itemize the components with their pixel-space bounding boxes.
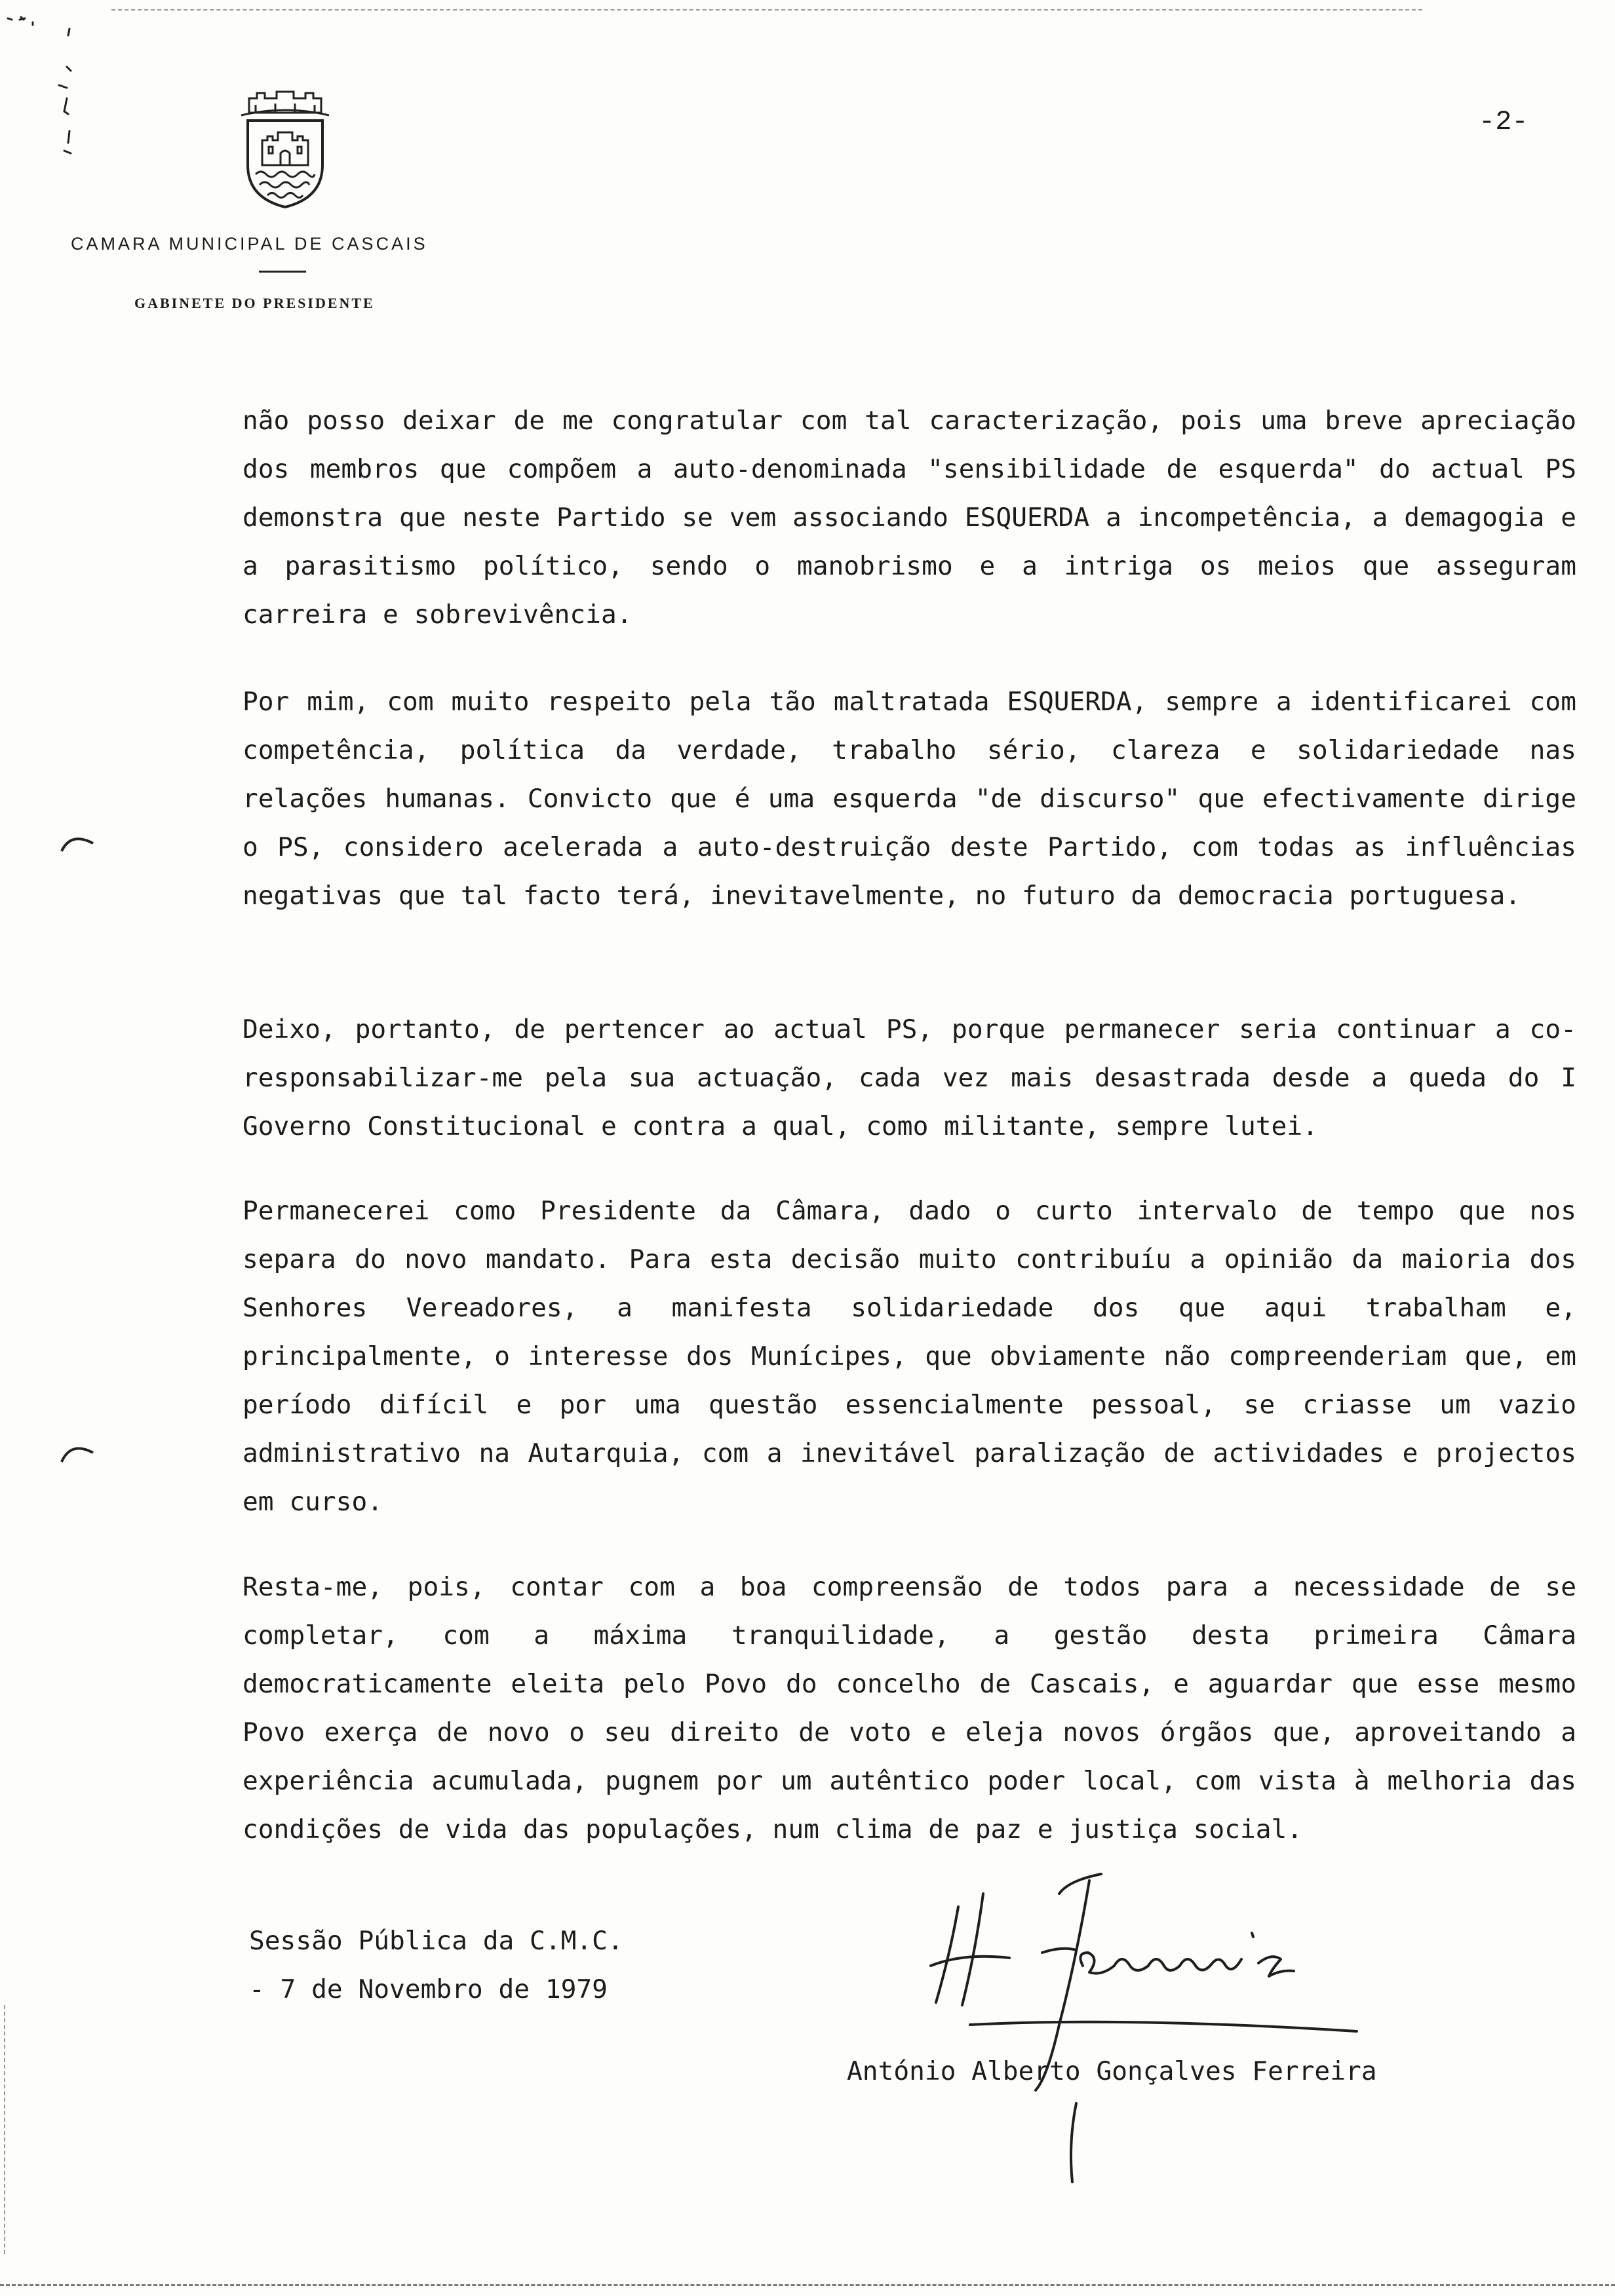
body-paragraph: Por mim, com muito respeito pela tão maltratada ESQUERDA, sempre a identificarei com competência, política da verdade, trabalho sério, clareza e solidariedade nas relações humanas. Convicto que é uma esquerda "de discurso" que efectivamente dirige o PS, considero acelerada a auto-destruição deste Partido, com todas as influências negativas que tal facto terá, inevitavelmente, no futuro da democracia portuguesa. (243, 687, 1576, 911)
body-paragraph: não posso deixar de me congratular com tal caracterização, pois uma breve apreciação dos membros que compõem a auto-denominada "sensibilidade de esquerda" do actual PS demonstra que neste Partido se vem associando ESQUERDA a incompetência, a demagogia e a parasitismo político, sendo o manobrismo e a intriga os meios que asseguram carreira e sobrevivência. (243, 406, 1576, 630)
margin-bracket-mark (59, 829, 98, 855)
session-date: - 7 de Novembro de 1979 (249, 1974, 608, 2004)
organization-name: CAMARA MUNICIPAL DE CASCAIS (71, 234, 428, 254)
session-block (249, 1917, 623, 2014)
handwritten-signature (905, 1854, 1376, 2195)
signatory-name: António Alberto Gonçalves Ferreira (847, 2056, 1377, 2086)
scan-bottom-edge (0, 2284, 1615, 2286)
body-paragraph: Resta-me, pois, contar com a boa compreensão de todos para a necessidade de se completar, com a máxima tranquilidade, a gestão desta primeira Câmara democraticamente eleita pelo Povo do concelho de Cascais, e aguardar que esse mesmo Povo exerça de novo o seu direito de voto e eleja novos órgãos que, aproveitando a experiência acumulada, pugnem por um autêntico poder local, com vista à melhoria das condições de vida das populações, num clima de paz e justiça social. (243, 1572, 1576, 1845)
body-paragraph: Permanecerei como Presidente da Câmara, dado o curto intervalo de tempo que nos separa do novo mandato. Para esta decisão muito contribuíu a opinião da maioria dos Senhores Vereadores, a manifesta solidariedade dos que aqui trabalham e, principalmente, o interesse dos Munícipes, que obviamente não compreenderiam que, em período difícil e por uma questão essencialmente pessoal, se criasse um vazio administrativo na Autarquia, com a inevitável paralização de actividades e projectos em curso. (243, 1196, 1576, 1517)
scan-top-edge (111, 9, 1422, 10)
scan-left-edge (4, 2005, 5, 2254)
office-name: GABINETE DO PRESIDENTE (134, 295, 375, 311)
scan-marks (7, 13, 85, 170)
margin-bracket-mark (59, 1438, 98, 1464)
municipal-coat-of-arms-icon (229, 86, 341, 211)
letterhead-divider (259, 271, 306, 273)
session-name: Sessão Pública da C.M.C. (249, 1926, 623, 1956)
page-number: -2- (1479, 106, 1528, 138)
body-paragraph: Deixo, portanto, de pertencer ao actual PS, porque permanecer seria continuar a co-responsabilizar-me pela sua actuação, cada vez mais desastrada desde a queda do I Governo Constitucional e contra a qual, como militante, sempre lutei. (243, 1014, 1576, 1141)
